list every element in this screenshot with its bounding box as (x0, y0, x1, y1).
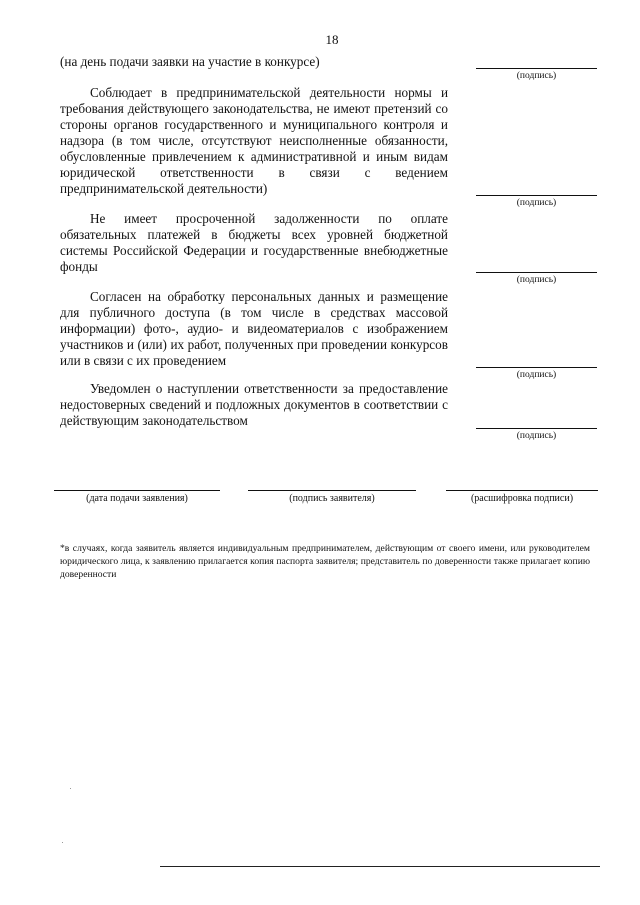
intro-line: (на день подачи заявки на участие в конкурсе) (60, 54, 320, 69)
signature-caption: (подпись) (516, 275, 557, 285)
signature-transcript-field (446, 490, 598, 504)
signature-line (248, 490, 416, 491)
signature-field-5 (476, 428, 597, 441)
paragraph-personal-data: Согласен на обработку персональных данных и размещение для публичного доступа (в том числе в средствах массовой информации) фото-, аудио- и видеоматериалов с изображением участников и (или) их работ, полученных при проведении конкурсов или в связи с их проведением (60, 289, 448, 368)
signature-field-4 (476, 367, 597, 380)
signature-line (476, 195, 597, 196)
signature-line (476, 68, 597, 69)
application-date-caption: (дата подачи заявления) (86, 493, 188, 504)
signature-caption: (подпись) (516, 431, 557, 441)
signature-line (54, 490, 220, 491)
applicant-signature-caption: (подпись заявителя) (289, 493, 375, 504)
scan-speck (70, 788, 71, 789)
signature-line (476, 272, 597, 273)
signature-field-3 (476, 272, 597, 285)
footnote: *в случаях, когда заявитель является индивидуальным предпринимателем, действующим от своего имени, или руководителем юридического лица, к заявлению прилагается копия паспорта заявителя; представитель по доверенности также прилагает копию доверенности (60, 543, 590, 580)
application-date-field (54, 490, 220, 504)
signature-transcript-caption: (расшифровка подписи) (470, 493, 574, 504)
signature-field-1 (476, 68, 597, 81)
page-number: 18 (325, 32, 339, 47)
paragraph-liability: Уведомлен о наступлении ответственности за предоставление недостоверных сведений и подложных документов в соответствии с действующим законодательством (60, 381, 448, 428)
signature-field-2 (476, 195, 597, 208)
signature-line (476, 367, 597, 368)
signature-caption: (подпись) (516, 370, 557, 380)
applicant-signature-field (248, 490, 416, 504)
scan-speck (62, 842, 63, 843)
paragraph-compliance: Соблюдает в предпринимательской деятельности нормы и требования действующего законодательства, не имеют претензий со стороны органов государственного и муниципального контроля и надзора (в том числе, отсутствуют неисполненные обязанности, обусловленные привлечением к административной и иным видам юридической ответственности в связи с ведением предпринимательской деятельности) (60, 85, 448, 196)
signature-line (446, 490, 598, 491)
signature-line (476, 428, 597, 429)
bottom-rule (160, 866, 600, 867)
signature-caption: (подпись) (516, 198, 557, 208)
paragraph-no-debt: Не имеет просроченной задолженности по оплате обязательных платежей в бюджеты всех уровней бюджетной системы Российской Федерации и государственные внебюджетные фонды (60, 211, 448, 274)
signature-caption: (подпись) (516, 71, 557, 81)
